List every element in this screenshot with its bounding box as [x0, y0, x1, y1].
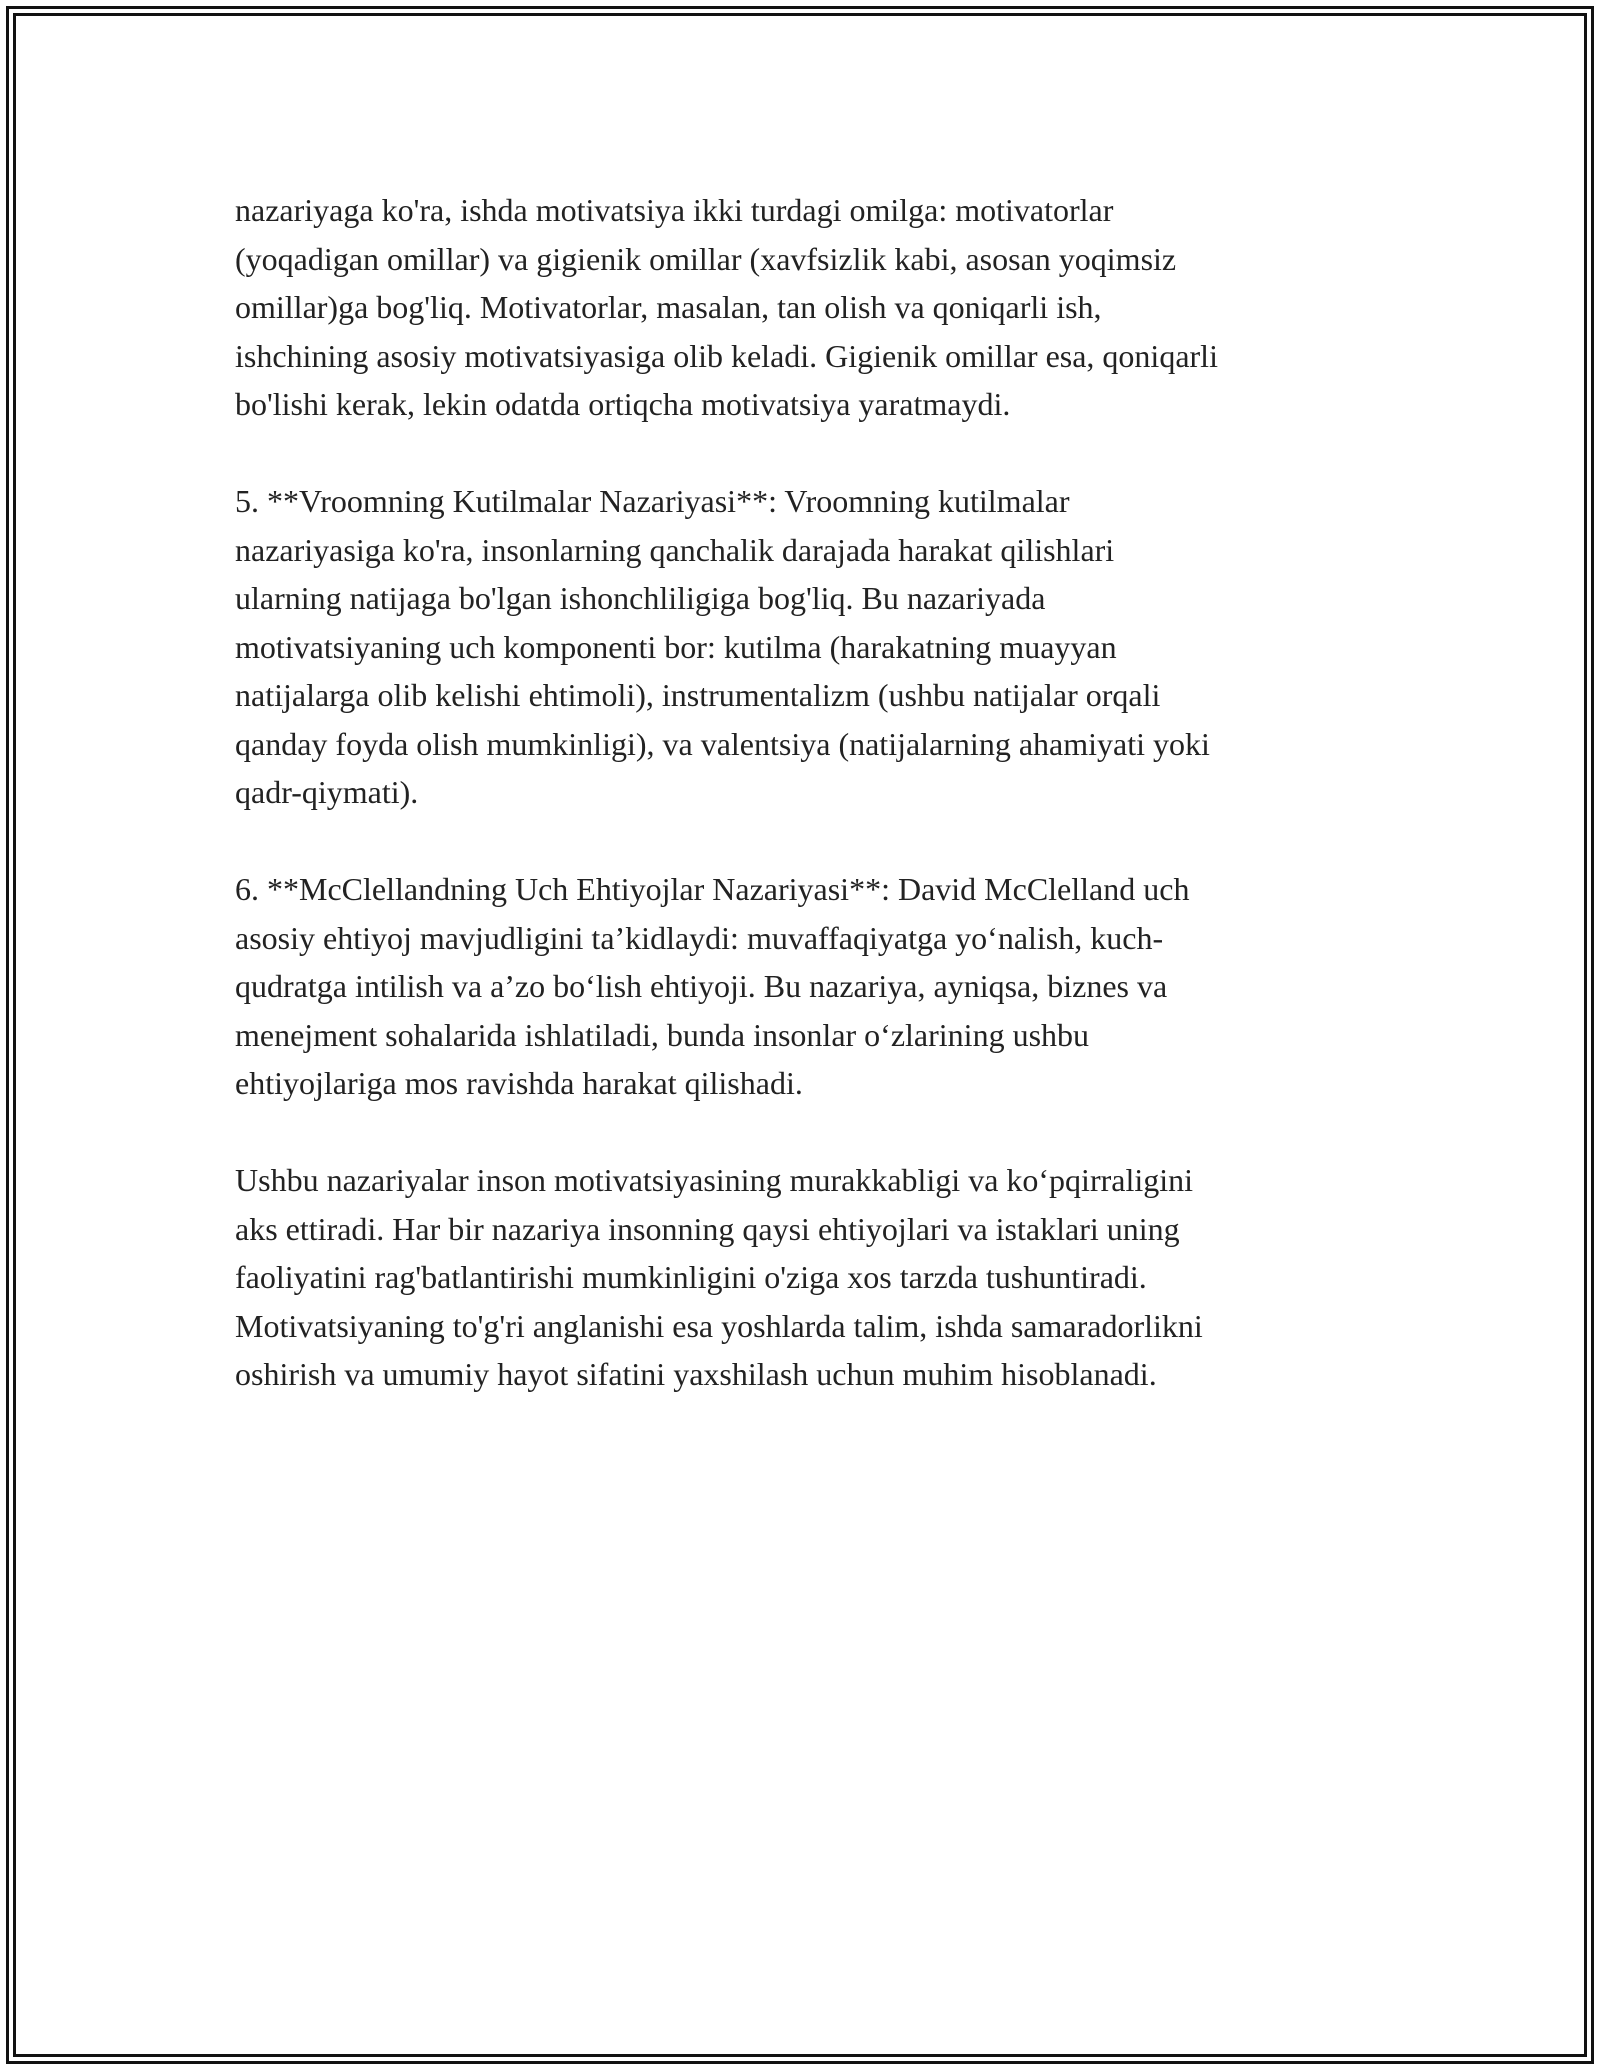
paragraph-conclusion: Ushbu nazariyalar inson motivatsiyasining murakkabligi va ko‘pqirraligini aks ettiradi. Har bir nazariya insonning qaysi ehtiyojlari va istaklari uning faoliyatini rag'batlantirishi mumkinligini o'ziga xos tarzda tushuntiradi. Motivatsiyaning to'g'ri anglanishi esa yoshlarda talim, ishda samaradorlikni oshirish va umumiy hayot sifatini yaxshilash uchun muhim hisoblanadi. [235, 1162, 1203, 1392]
document-body [235, 186, 1365, 1447]
paragraph-vroom-theory: 5. **Vroomning Kutilmalar Nazariyasi**: Vroomning kutilmalar nazariyasiga ko'ra, insonlarning qanchalik darajada harakat qilishlari ularning natijaga bo'lgan ishonchliligiga bog'liq. Bu nazariyada motivatsiyaning uch komponenti bor: kutilma (harakatning muayyan natijalarga olib kelishi ehtimoli), instrumentalizm (ushbu natijalar orqali qanday foyda olish mumkinligi), va valentsiya (natijalarning ahamiyati yoki qadr-qiymati). [235, 483, 1210, 810]
paragraph-herzberg-continuation: nazariyaga ko'ra, ishda motivatsiya ikki turdagi omilga: motivatorlar (yoqadigan omillar) va gigienik omillar (xavfsizlik kabi, asosan yoqimsiz omillar)ga bog'liq. Motivatorlar, masalan, tan olish va qoniqarli ish, ishchining asosiy motivatsiyasiga olib keladi. Gigienik omillar esa, qoniqarli bo'lishi kerak, lekin odatda ortiqcha motivatsiya yaratmaydi. [235, 192, 1218, 422]
paragraph-mcclelland-theory: 6. **McClellandning Uch Ehtiyojlar Nazariyasi**: David McClelland uch asosiy ehtiyoj mavjudligini ta’kidlaydi: muvaffaqiyatga yo‘nalish, kuch- qudratga intilish va a’zo bo‘lish ehtiyoji. Bu nazariya, ayniqsa, biznes va menejment sohalarida ishlatiladi, bunda insonlar o‘zlarining ushbu ehtiyojlariga mos ravishda harakat qilishadi. [235, 871, 1190, 1101]
